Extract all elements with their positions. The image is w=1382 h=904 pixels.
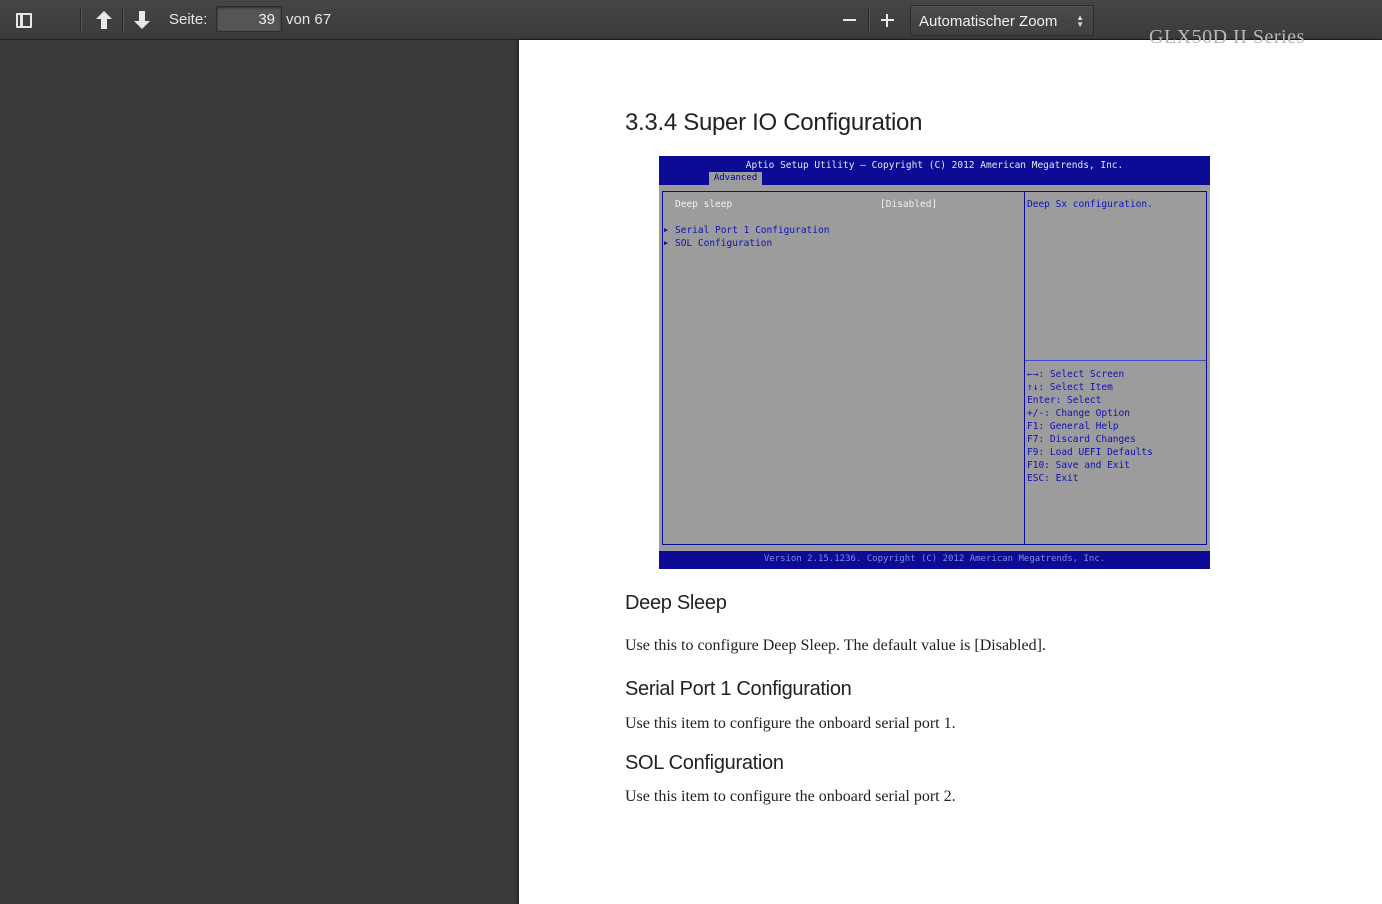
bios-help-text: Deep Sx configuration. bbox=[1027, 199, 1153, 210]
page-label: Seite: bbox=[169, 11, 208, 28]
bios-item-label: Serial Port 1 Configuration bbox=[675, 225, 830, 236]
bios-key-hint: F10: Save and Exit bbox=[1027, 460, 1130, 471]
bios-body bbox=[659, 185, 1210, 551]
plus-icon bbox=[881, 14, 894, 27]
next-page-button[interactable] bbox=[128, 8, 156, 32]
document-page bbox=[519, 26, 1382, 904]
arrow-down-icon bbox=[133, 10, 151, 30]
submenu-arrow-icon: ▶ bbox=[664, 239, 669, 247]
previous-page-button[interactable] bbox=[90, 8, 118, 32]
page-number-input[interactable] bbox=[216, 6, 282, 32]
bios-divider bbox=[1024, 191, 1025, 545]
bios-help-separator bbox=[1025, 360, 1206, 361]
section-heading: Deep Sleep bbox=[625, 592, 727, 614]
bios-key-hint: +/-: Change Option bbox=[1027, 408, 1130, 419]
bios-key-hint: Enter: Select bbox=[1027, 395, 1102, 406]
zoom-in-button[interactable] bbox=[874, 8, 900, 32]
section-text: Use this item to configure the onboard serial port 2. bbox=[625, 788, 956, 805]
bios-footer-text: Version 2.15.1236. Copyright (C) 2012 American Megatrends, Inc. bbox=[763, 554, 1106, 564]
bios-tab-advanced: Advanced bbox=[709, 172, 762, 185]
zoom-out-button[interactable] bbox=[836, 8, 862, 32]
bios-item-label: Deep sleep bbox=[675, 199, 733, 210]
bios-footer bbox=[659, 551, 1210, 569]
zoom-select-value: Automatischer Zoom bbox=[919, 13, 1058, 30]
section-heading: SOL Configuration bbox=[625, 752, 784, 774]
running-header: GLX50D II Series bbox=[1149, 26, 1305, 48]
bios-key-hint: ↑↓: Select Item bbox=[1027, 382, 1113, 393]
bios-key-hint: F9: Load UEFI Defaults bbox=[1027, 447, 1153, 458]
bios-key-hint: ←→: Select Screen bbox=[1027, 369, 1125, 380]
bios-item-label: SOL Configuration bbox=[675, 238, 773, 249]
bios-screenshot bbox=[659, 156, 1210, 569]
bios-key-hint: F1: General Help bbox=[1027, 421, 1119, 432]
section-text: Use this item to configure the onboard serial port 1. bbox=[625, 715, 956, 732]
zoom-select[interactable] bbox=[910, 5, 1094, 36]
page-count: von 67 bbox=[286, 11, 332, 28]
viewer-background bbox=[0, 40, 519, 904]
sidebar-toggle-icon bbox=[16, 13, 32, 28]
select-arrows-icon: ▲ ▼ bbox=[1076, 13, 1084, 29]
sidebar-toggle-button[interactable] bbox=[12, 8, 36, 32]
bios-item-value: [Disabled] bbox=[880, 199, 938, 210]
arrow-up-icon bbox=[95, 10, 113, 30]
toolbar-separator bbox=[122, 8, 123, 32]
section-text: Use this to configure Deep Sleep. The default value is [Disabled]. bbox=[625, 637, 1046, 654]
toolbar-separator bbox=[80, 8, 81, 32]
bios-key-hint: ESC: Exit bbox=[1027, 473, 1079, 484]
section-heading: Serial Port 1 Configuration bbox=[625, 678, 852, 700]
minus-icon bbox=[843, 19, 856, 21]
submenu-arrow-icon: ▶ bbox=[664, 226, 669, 234]
bios-title: Aptio Setup Utility – Copyright (C) 2012 American Megatrends, Inc. bbox=[745, 160, 1124, 171]
toolbar-separator bbox=[868, 8, 869, 32]
section-title: 3.3.4 Super IO Configuration bbox=[625, 109, 923, 136]
bios-key-hint: F7: Discard Changes bbox=[1027, 434, 1136, 445]
